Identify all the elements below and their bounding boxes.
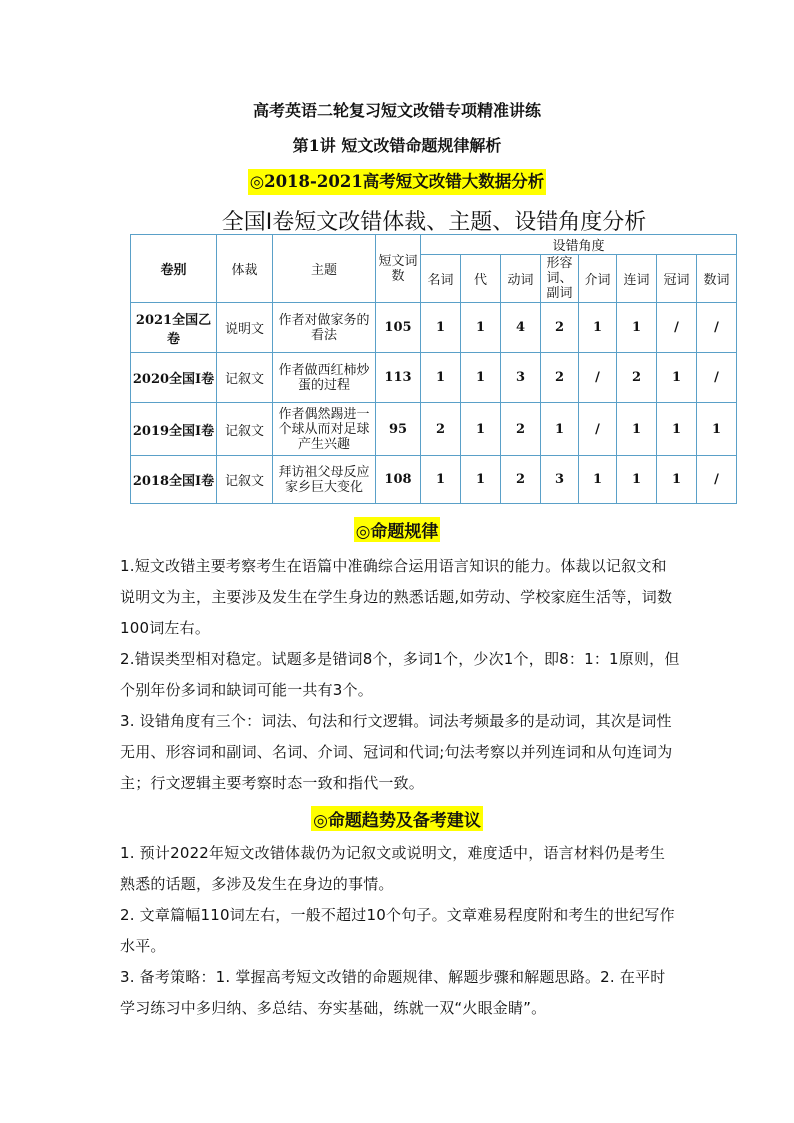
cell-value: 1 <box>579 456 617 504</box>
cell-value: 1 <box>579 303 617 353</box>
cell-value: 4 <box>501 303 541 353</box>
cell-value: 1 <box>617 403 657 456</box>
cell-theme: 拜访祖父母反应家乡巨大变化 <box>273 456 376 504</box>
cell-value: 2 <box>421 403 461 456</box>
table-row <box>131 303 737 353</box>
cell-theme: 作者偶然踢进一个球从而对足球产生兴趣 <box>273 403 376 456</box>
trends-heading-label: ◎命题趋势及备考建议 <box>311 806 483 831</box>
cell-count: 95 <box>376 403 421 456</box>
cell-count: 105 <box>376 303 421 353</box>
cell-value: 1 <box>461 403 501 456</box>
header-sub: 数词 <box>697 255 737 303</box>
cell-value: 3 <box>541 456 579 504</box>
cell-value: 1 <box>461 353 501 403</box>
cell-genre: 记叙文 <box>217 353 273 403</box>
document-subtitle: 第1讲 短文改错命题规律解析 <box>292 136 502 155</box>
cell-count: 113 <box>376 353 421 403</box>
header-theme: 主题 <box>273 235 376 303</box>
header-genre: 体裁 <box>217 235 273 303</box>
header-sub: 连词 <box>617 255 657 303</box>
cell-value: 1 <box>541 403 579 456</box>
cell-theme: 作者对做家务的看法 <box>273 303 376 353</box>
cell-value: 1 <box>657 456 697 504</box>
cell-theme: 作者做西红柿炒蛋的过程 <box>273 353 376 403</box>
rules-heading <box>0 517 794 542</box>
paragraph: 3. 备考策略：1. 掌握高考短文改错的命题规律、解题步骤和解题思路。2. 在平时学习练习中多归纳、多总结、夯实基础，练就一双“火眼金睛”。 <box>120 968 666 1017</box>
cell-value: 2 <box>617 353 657 403</box>
header-sub: 形容词、副词 <box>541 255 579 303</box>
cell-value: 1 <box>697 403 737 456</box>
cell-value: 1 <box>421 303 461 353</box>
rules-heading-label: ◎命题规律 <box>354 517 441 542</box>
cell-value: 2 <box>541 353 579 403</box>
cell-value: 1 <box>421 353 461 403</box>
cell-genre: 记叙文 <box>217 403 273 456</box>
trends-section <box>120 838 680 1024</box>
cell-value: / <box>697 456 737 504</box>
cell-value: 1 <box>617 303 657 353</box>
cell-value: 2 <box>501 456 541 504</box>
analysis-table <box>130 234 737 504</box>
cell-paper: 2020全国Ⅰ卷 <box>131 353 217 403</box>
header-angle: 设错角度 <box>421 235 737 255</box>
table-row <box>131 353 737 403</box>
cell-value: / <box>697 303 737 353</box>
document-title: 高考英语二轮复习短文改错专项精准讲练 <box>252 101 541 120</box>
cell-value: 1 <box>461 456 501 504</box>
paragraph: 1. 预计2022年短文改错体裁仍为记叙文或说明文，难度适中，语言材料仍是考生熟悉的话题，多涉及发生在身边的事情。 <box>120 844 666 893</box>
header-sub: 名词 <box>421 255 461 303</box>
cell-value: 2 <box>541 303 579 353</box>
cell-genre: 说明文 <box>217 303 273 353</box>
table-row <box>131 456 737 504</box>
rules-section <box>120 551 680 799</box>
paragraph: 2.错误类型相对稳定。试题多是错词8个，多词1个，少次1个，即8：1：1原则，但个别年份多词和缺词可能一共有3个。 <box>120 650 680 699</box>
cell-value: / <box>657 303 697 353</box>
header-sub: 代 <box>461 255 501 303</box>
cell-value: / <box>579 403 617 456</box>
cell-value: 1 <box>421 456 461 504</box>
trends-heading <box>0 806 794 831</box>
header-sub: 冠词 <box>657 255 697 303</box>
cell-genre: 记叙文 <box>217 456 273 504</box>
cell-value: 2 <box>501 403 541 456</box>
table-row <box>131 403 737 456</box>
paragraph: 2. 文章篇幅110词左右，一般不超过10个句子。文章难易程度附和考生的世纪写作水平。 <box>120 906 675 955</box>
cell-paper: 2019全国Ⅰ卷 <box>131 403 217 456</box>
header-count: 短文词数 <box>376 235 421 303</box>
cell-value: / <box>697 353 737 403</box>
header-sub: 动词 <box>501 255 541 303</box>
cell-value: 3 <box>501 353 541 403</box>
header-paper: 卷别 <box>131 235 217 303</box>
cell-paper: 2018全国Ⅰ卷 <box>131 456 217 504</box>
paragraph: 1.短文改错主要考察考生在语篇中准确综合运用语言知识的能力。体裁以记叙文和说明文为主，主要涉及发生在学生身边的熟悉话题,如劳动、学校家庭生活等，词数100词左右。 <box>120 557 673 637</box>
cell-value: 1 <box>657 353 697 403</box>
cell-count: 108 <box>376 456 421 504</box>
header-sub: 介词 <box>579 255 617 303</box>
cell-value: 1 <box>461 303 501 353</box>
section-data-heading <box>0 169 794 195</box>
cell-value: / <box>579 353 617 403</box>
table-title: 全国Ⅰ卷短文改错体裁、主题、设错角度分析 <box>221 210 647 235</box>
cell-value: 1 <box>617 456 657 504</box>
cell-paper: 2021全国乙卷 <box>131 303 217 353</box>
paragraph: 3. 设错角度有三个：词法、句法和行文逻辑。词法考频最多的是动词，其次是词性无用、形容词和副词、名词、介词、冠词和代词;句法考察以并列连词和从句连词为主；行文逻辑主要考察时态一致和指代一致。 <box>120 712 673 792</box>
section-data-label: ◎2018-2021高考短文改错大数据分析 <box>248 169 547 195</box>
cell-value: 1 <box>657 403 697 456</box>
